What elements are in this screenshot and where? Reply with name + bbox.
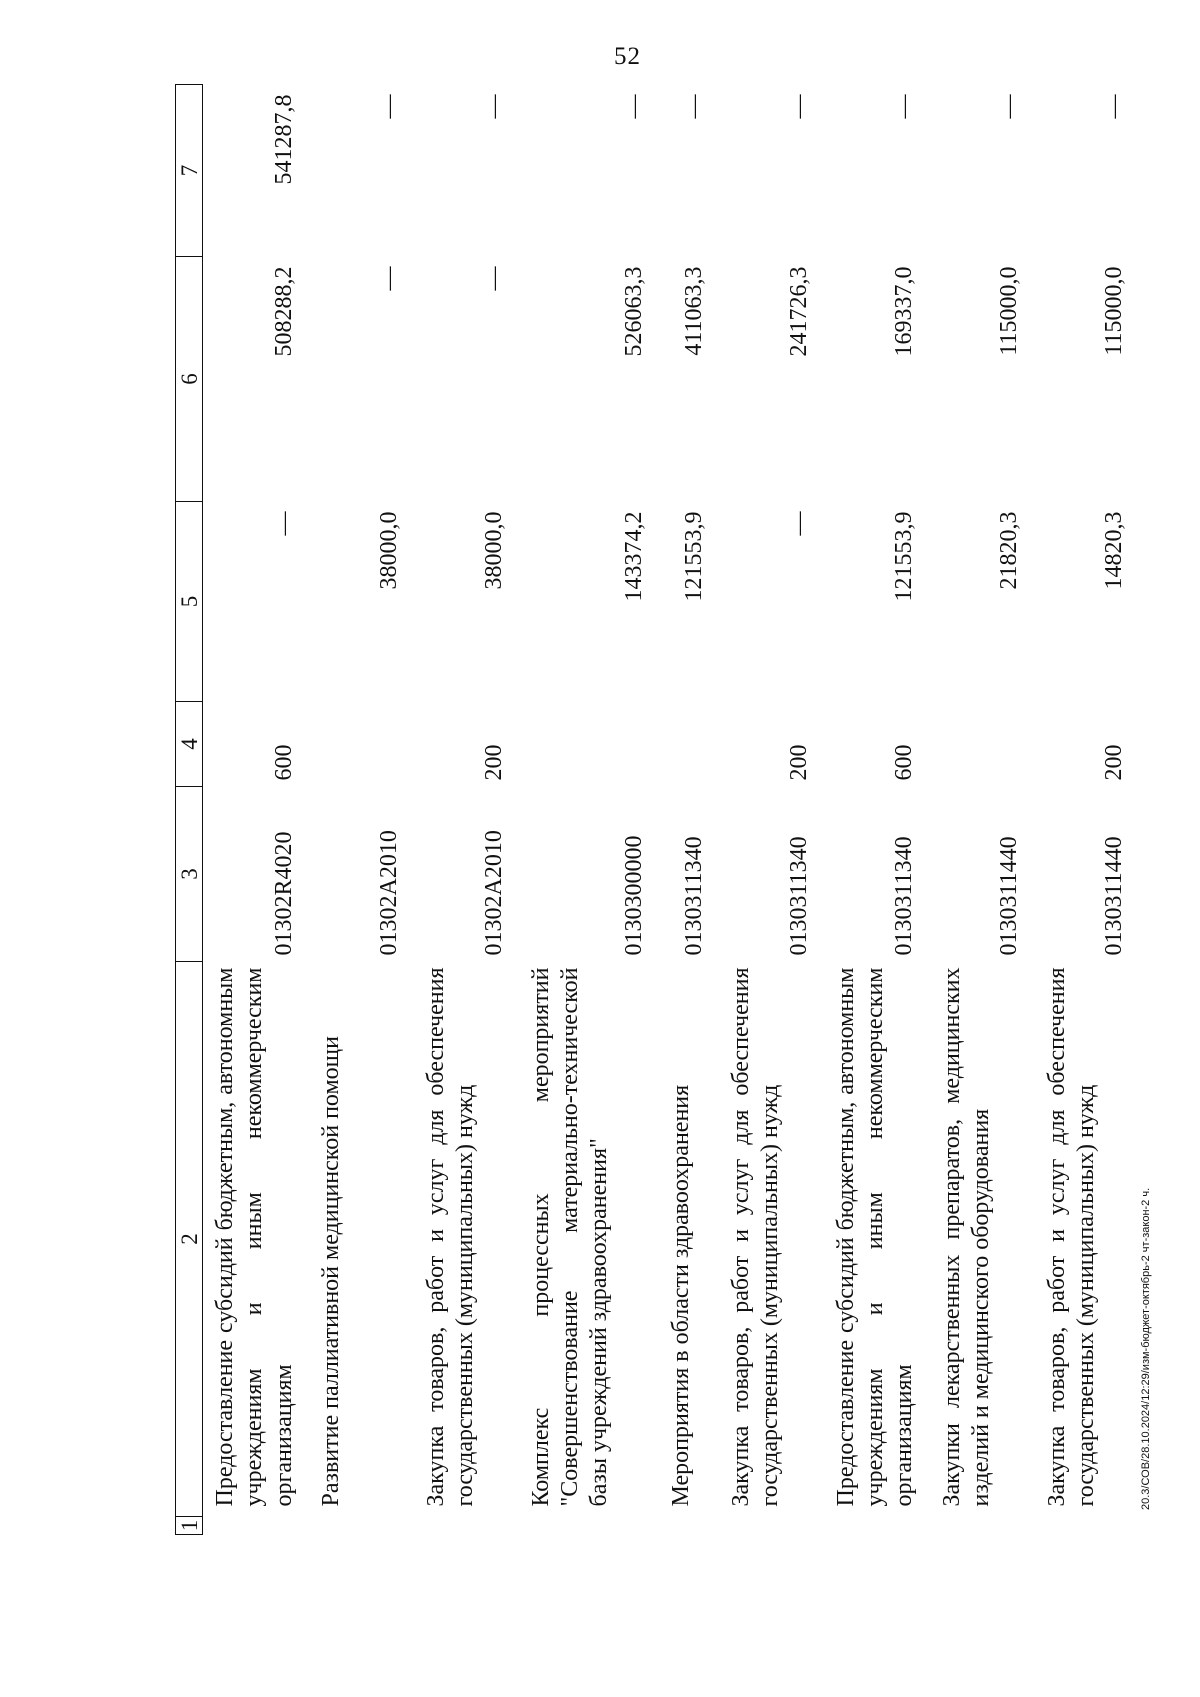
row-code: 01302A2010 [375,830,402,956]
row-type: 600 [270,744,297,781]
row-name: Предоставление субсидий бюджетным, автономным учреждениям и иным некоммерческим организациям [832,967,918,1507]
row-type [930,702,1035,787]
column-header-1: 1 [176,1517,203,1535]
table-row [414,85,519,1535]
column-header-6: 6 [176,257,203,502]
column-header-4: 4 [176,702,203,787]
row-value-col6: 526063,3 [620,266,647,357]
row-value-col7: — [480,94,507,119]
row-value-col6: 411063,3 [680,266,707,356]
row-index-cell [519,1517,659,1535]
row-index-cell [824,1517,930,1535]
row-value-col7: 541287,8 [270,94,297,185]
row-name: Развитие паллиативной медицинской помощи [317,1036,344,1507]
rotated-table-container [175,85,1180,1535]
row-code: 0130311340 [785,836,812,956]
row-type [659,702,719,787]
row-value-col5: 21820,3 [996,511,1023,590]
row-value-col7: — [375,94,402,119]
row-value-col6: 169337,0 [891,266,918,357]
row-value-col5: 121553,9 [680,511,707,602]
row-code: 0130311340 [891,836,918,956]
page-number: 52 [614,43,641,70]
table-header-row [176,85,203,1535]
row-value-col7: — [996,94,1023,119]
row-value-col5: 14820,3 [1101,511,1128,590]
budget-table [175,84,1140,1535]
row-value-col5: 121553,9 [891,511,918,602]
row-value-col5: 143374,2 [620,511,647,602]
row-code: 0130311440 [996,836,1023,956]
document-footer-code: 20.3/СОВ/28.10.2024/12:29/изм-бюджет-октябрь-2 чт-закон-2 ч. [1140,1187,1152,1510]
row-index-cell [309,1517,414,1535]
row-value-col7: — [785,94,812,119]
row-value-col6: — [375,266,402,291]
row-name: Мероприятия в области здравоохранения [667,1084,694,1507]
column-header-5: 5 [176,502,203,702]
row-type [309,702,414,787]
row-index-cell [203,1517,309,1535]
row-value-col7: — [680,94,707,119]
row-value-col5: — [270,511,297,536]
row-code: 01302A2010 [480,830,507,956]
column-header-2: 2 [176,962,203,1517]
row-index-cell [930,1517,1035,1535]
row-name: Закупки лекарственных препаратов, медицинских изделий и медицинского оборудования [938,967,994,1507]
row-index-cell [1035,1517,1140,1535]
table-row [1035,85,1140,1535]
row-value-col7: — [620,94,647,119]
row-index-cell [414,1517,519,1535]
table-row [203,85,309,1535]
row-value-col5: 38000,0 [480,511,507,590]
table-row [824,85,930,1535]
row-type: 200 [785,744,812,781]
row-name: Закупка товаров, работ и услуг для обеспечения государственных (муниципальных) нужд [1043,967,1099,1507]
row-name: Закупка товаров, работ и услуг для обеспечения государственных (муниципальных) нужд [727,967,784,1507]
row-value-col6: — [480,266,507,291]
row-type: 200 [480,744,507,781]
row-name: Комплекс процессных мероприятий "Совершенствование материально-технической базы учреждений здравоохранения" [527,967,613,1507]
row-value-col6: 115000,0 [1101,266,1128,356]
row-code: 01302R4020 [270,831,297,956]
row-value-col5: 38000,0 [375,511,402,590]
row-name: Закупка товаров, работ и услуг для обеспечения государственных (муниципальных) нужд [422,967,479,1507]
row-value-col6: 508288,2 [270,266,297,357]
row-code: 0130311440 [1101,836,1128,956]
row-type: 200 [1101,744,1128,781]
row-name: Предоставление субсидий бюджетным, автономным учреждениям и иным некоммерческим организациям [212,967,297,1507]
table-row [309,85,414,1535]
table-row [659,85,719,1535]
column-header-3: 3 [176,787,203,962]
row-type [519,702,659,787]
row-value-col6: 115000,0 [996,266,1023,356]
row-value-col7: — [1101,94,1128,119]
table-row [719,85,824,1535]
row-code: 0130311340 [680,836,707,956]
row-type: 600 [891,744,918,781]
row-value-col5: — [785,511,812,536]
row-code: 0130300000 [620,835,647,956]
row-index-cell [719,1517,824,1535]
row-value-col6: 241726,3 [785,266,812,357]
row-value-col7: — [891,94,918,119]
table-row [519,85,659,1535]
table-row [930,85,1035,1535]
row-index-cell [659,1517,719,1535]
column-header-7: 7 [176,85,203,257]
